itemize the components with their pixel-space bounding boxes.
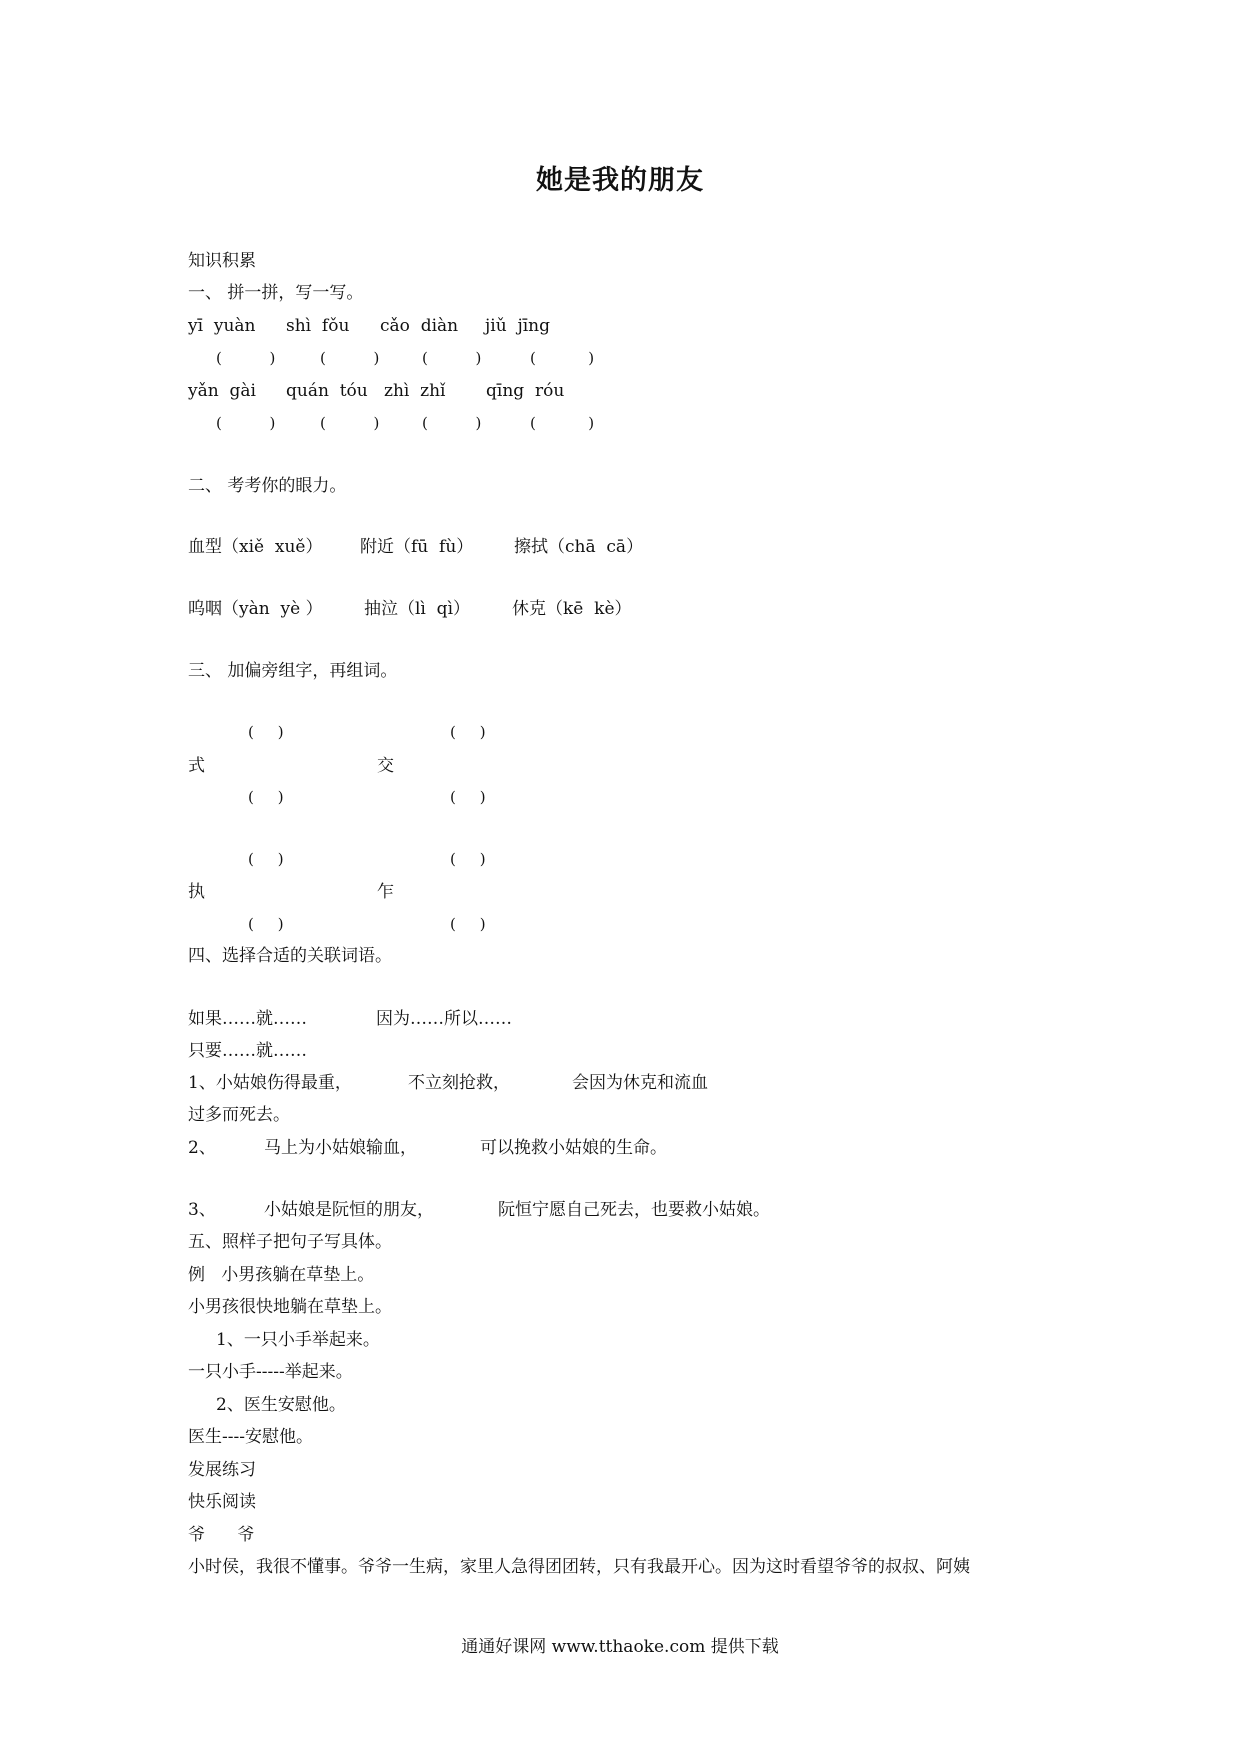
base-char: 式 — [188, 756, 205, 776]
blank-paren: ( ) — [248, 788, 284, 806]
q3-heading: 三、 加偏旁组字，再组词。 — [188, 661, 398, 681]
q5-heading: 五、照样子把句子写具体。 — [188, 1232, 392, 1252]
reading-text: 小时侯，我很不懂事。爷爷一生病，家里人急得团团转，只有我最开心。因为这时看望爷爷的叔叔、阿姨 — [188, 1557, 970, 1577]
q5-example-answer: 小男孩很快地躺在草垫上。 — [188, 1297, 392, 1317]
q1-heading: 一、 拼一拼，写一写。 — [188, 283, 364, 303]
sentence-part: 会因为休克和流血 — [572, 1073, 708, 1093]
page-footer: 通通好课网 www.tthaoke.com 提供下载 — [461, 1637, 779, 1657]
blank-paren: ( ) — [248, 723, 284, 741]
q2-item: 抽泣（lì qì） — [364, 599, 471, 619]
blank-paren: ( ) — [450, 788, 486, 806]
q5-item-2-blank: 医生----安慰他。 — [188, 1427, 313, 1447]
section-develop: 发展练习 — [188, 1460, 256, 1480]
sentence-part: 3、 — [188, 1200, 216, 1220]
base-char: 乍 — [377, 882, 394, 902]
pinyin-item: jiǔ jīng — [485, 316, 551, 336]
q2-item: 呜咽（yàn yè ） — [188, 599, 323, 619]
q5-example: 例 小男孩躺在草垫上。 — [188, 1265, 375, 1285]
base-char: 执 — [188, 882, 205, 902]
section-reading: 快乐阅读 — [188, 1492, 256, 1512]
q2-item: 附近（fū fù） — [360, 537, 474, 557]
blank-paren: ( ) — [422, 349, 482, 367]
reading-title: 爷 爷 — [188, 1525, 255, 1545]
q2-item: 休克（kē kè） — [512, 599, 632, 619]
pinyin-item: quán tóu — [286, 381, 368, 401]
blank-paren: ( ) — [450, 850, 486, 868]
sentence-part: 阮恒宁愿自己死去，也要救小姑娘。 — [498, 1200, 770, 1220]
q5-item-2: 2、医生安慰他。 — [216, 1395, 346, 1415]
base-char: 交 — [377, 756, 394, 776]
q2-item: 擦拭（chā cā） — [514, 537, 644, 557]
section-knowledge: 知识积累 — [188, 251, 256, 271]
pinyin-item: yī yuàn — [188, 316, 256, 336]
blank-paren: ( ) — [422, 414, 482, 432]
pinyin-item: shì fǒu — [286, 316, 350, 336]
blank-paren: ( ) — [530, 414, 595, 432]
q2-heading: 二、 考考你的眼力。 — [188, 476, 347, 496]
blank-paren: ( ) — [450, 915, 486, 933]
sentence-part: 马上为小姑娘输血， — [264, 1138, 417, 1158]
sentence-part: 过多而死去。 — [188, 1105, 290, 1125]
q5-item-1: 1、一只小手举起来。 — [216, 1330, 380, 1350]
page-title: 她是我的朋友 — [536, 165, 704, 196]
q4-heading: 四、选择合适的关联词语。 — [188, 946, 392, 966]
pinyin-item: zhì zhǐ — [384, 381, 446, 401]
blank-paren: ( ) — [320, 414, 380, 432]
pinyin-item: qīng róu — [486, 381, 565, 401]
pinyin-item: yǎn gài — [188, 381, 256, 401]
sentence-part: 2、 — [188, 1138, 216, 1158]
sentence-part: 可以挽救小姑娘的生命。 — [480, 1138, 667, 1158]
conjunction-option: 如果……就…… — [188, 1009, 307, 1029]
blank-paren: ( ) — [216, 349, 276, 367]
conjunction-option: 因为……所以…… — [376, 1009, 512, 1029]
sentence-part: 不立刻抢救， — [408, 1073, 510, 1093]
blank-paren: ( ) — [248, 915, 284, 933]
blank-paren: ( ) — [530, 349, 595, 367]
q2-item: 血型（xiě xuě） — [188, 537, 323, 557]
blank-paren: ( ) — [320, 349, 380, 367]
q5-item-1-blank: 一只小手-----举起来。 — [188, 1362, 353, 1382]
blank-paren: ( ) — [216, 414, 276, 432]
blank-paren: ( ) — [450, 723, 486, 741]
conjunction-option: 只要……就…… — [188, 1041, 307, 1061]
blank-paren: ( ) — [248, 850, 284, 868]
pinyin-item: cǎo diàn — [380, 316, 459, 336]
sentence-part: 小姑娘是阮恒的朋友， — [264, 1200, 434, 1220]
sentence-part: 1、小姑娘伤得最重， — [188, 1073, 352, 1093]
